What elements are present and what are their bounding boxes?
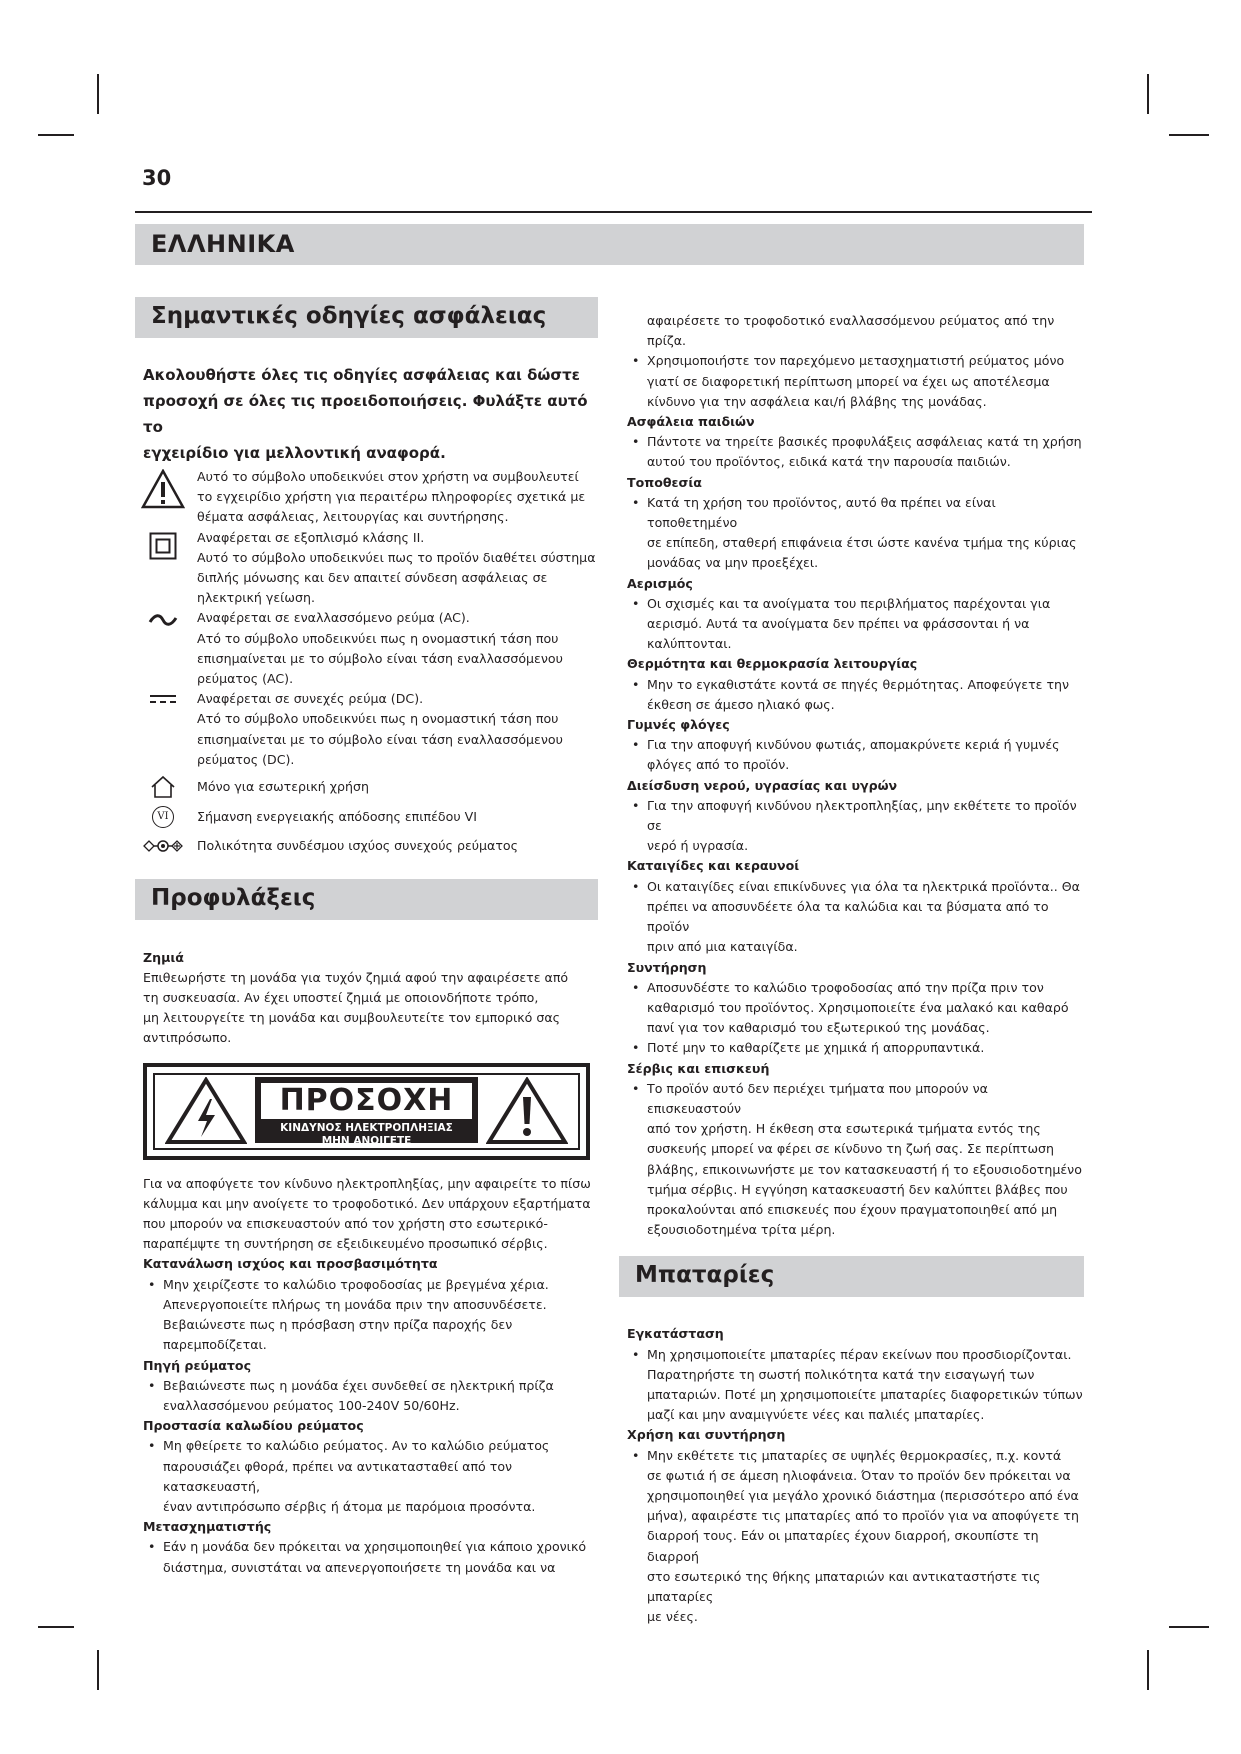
exclamation-warning-icon — [486, 1077, 568, 1145]
symbol-text: Αυτό το σύμβολο υποδεικνύει πως το προϊόν διαθέτει σύστημα — [197, 549, 596, 565]
intro-line: εγχειρίδιο για μελλοντική αναφορά. — [143, 444, 446, 462]
crop-mark — [97, 74, 99, 114]
damage-text — [143, 968, 598, 1049]
symbol-text: Αναφέρεται σε εναλλασσόμενο ρεύμα (AC). — [197, 610, 470, 626]
energy-vi-label: VI — [152, 806, 174, 828]
section-heading: Θερμότητα και θερμοκρασία λειτουργίας — [627, 656, 918, 672]
symbol-row-warning — [135, 467, 598, 528]
bullet-line: • Για την αποφυγή κινδύνου φωτιάς, απομακρύνετε κεριά ή γυμνές — [647, 737, 1060, 753]
bullet-line: από τον χρήστη. Η έκθεση στα εσωτερικά τμήματα εντός της — [647, 1121, 1041, 1137]
left-sections — [143, 1254, 598, 1577]
bullet-line: • Χρησιμοποιήστε τον παρεχόμενο μετασχηματιστή ρεύματος μόνο — [647, 353, 1065, 369]
symbol-text: Αναφέρεται σε συνεχές ρεύμα (DC). — [197, 691, 424, 707]
symbol-row-indoor — [135, 777, 598, 797]
bullet-line: • Πάντοτε να τηρείτε βασικές προφυλάξεις ασφάλειας κατά τη χρήση — [647, 434, 1082, 450]
caution-title: ΠΡΟΣΟΧΗ — [261, 1083, 472, 1119]
bullet-item — [627, 594, 1084, 655]
batteries-title: Μπαταρίες — [635, 1262, 775, 1289]
bullet-line: κίνδυνο για την ασφάλεια και/ή βλάβης της μονάδας. — [647, 393, 987, 409]
bullet-line: • Μην χειρίζεστε το καλώδιο τροφοδοσίας με βρεγμένα χέρια. — [163, 1276, 549, 1292]
paragraph-line: μη λειτουργείτε τη μονάδα και συμβουλευτείτε τον εμπορικό σας — [143, 1010, 561, 1026]
bullet-line: έναν αντιπρόσωπο σέρβις ή άτομα με παρόμοια προσόντα. — [163, 1498, 536, 1514]
bullet-line: μπαταριών. Ποτέ μη χρησιμοποιείτε μπαταρίες διαφορετικών τύπων — [647, 1386, 1083, 1402]
bullet-line: μονάδας να μην προεξέχει. — [647, 555, 819, 571]
bullet-item — [627, 351, 1084, 412]
bullet-line: στο εσωτερικό της θήκης μπαταριών και αντικαταστήστε τις μπαταρίες — [647, 1568, 1041, 1604]
bullet-line: αυτού του προϊόντος, ειδικά κατά την παρουσία παιδιών. — [647, 454, 1011, 470]
bullet-line: πριν από μια καταιγίδα. — [647, 939, 798, 955]
language-title: ΕΛΛΗΝΙΚΑ — [151, 230, 295, 258]
bullet-item — [627, 1038, 1084, 1058]
symbol-row-dc — [135, 689, 598, 770]
symbol-text: Αυτό το σύμβολο υποδεικνύει στον χρήστη να συμβουλευτεί — [197, 469, 579, 484]
bullet-item — [627, 675, 1084, 715]
crop-mark — [1147, 74, 1149, 114]
precautions-title: Προφυλάξεις — [151, 884, 316, 911]
dc-icon — [141, 693, 185, 705]
bullet-line: εξουσιοδοτημένα τρίτα μέρη. — [647, 1222, 836, 1238]
bullet-line: • Μην εκθέτετε τις μπαταρίες σε υψηλές θερμοκρασίες, π.χ. κοντά — [647, 1447, 1062, 1463]
bullet-line: φλόγες από το προϊόν. — [647, 757, 790, 773]
bullet-line: παρουσιάζει φθορά, πρέπει να αντικατασταθεί από τον κατασκευαστή, — [163, 1458, 513, 1494]
bullet-line: καλύπτονται. — [647, 636, 732, 652]
bullet-line: εναλλασσόμενου ρεύματος 100-240V 50/60Hz. — [163, 1397, 460, 1413]
symbol-row-ac — [135, 608, 598, 689]
bullet-line: • Μη χρησιμοποιείτε μπαταρίες πέραν εκείνων που προσδιορίζονται. — [647, 1346, 1072, 1362]
ac-icon — [141, 614, 185, 626]
symbol-text: Ατό το σύμβολο υποδεικνύει πως η ονομαστική τάση που — [197, 711, 559, 727]
crop-mark — [1169, 134, 1209, 136]
section-heading: Προστασία καλωδίου ρεύματος — [143, 1418, 364, 1434]
bullet-line: αερισμό. Αυτά τα ανοίγματα δεν πρέπει να φράσσονται ή να — [647, 616, 1030, 632]
continuation-bullets — [627, 351, 1084, 412]
bullet-line: παρεμποδίζεται. — [163, 1337, 267, 1353]
bullet-line: χρησιμοποιηθεί για μεγάλο χρονικό διάστημα (περισσότερο από ένα — [647, 1487, 1079, 1503]
paragraph-line: Επιθεωρήστε τη μονάδα για τυχόν ζημιά αφού την αφαιρέσετε από — [143, 969, 569, 985]
symbol-row-polarity — [135, 836, 598, 856]
symbol-text: ρεύματος (DC). — [197, 751, 295, 767]
bullet-line: έκθεση σε άμεσο ηλιακό φως. — [647, 696, 835, 712]
section-heading: Εγκατάσταση — [627, 1326, 724, 1342]
header-rule — [135, 211, 1092, 213]
caution-label — [143, 1063, 590, 1160]
paragraph-line: κάλυμμα και μην ανοίγετε το τροφοδοτικό. Δεν υπάρχουν εξαρτήματα — [143, 1195, 591, 1211]
paragraph-line: πρίζα. — [647, 333, 686, 349]
bullet-line: σε φωτιά ή σε άμεση ηλιοφάνεια. Όταν το προϊόν δεν πρόκειται να — [647, 1467, 1071, 1483]
symbol-text: Σήμανση ενεργειακής απόδοσης επιπέδου VI — [197, 809, 477, 825]
page-number: 30 — [142, 166, 172, 190]
bullet-line: με νέες. — [647, 1609, 698, 1625]
symbol-text: Πολικότητα συνδέσμου ισχύος συνεχούς ρεύματος — [197, 838, 519, 854]
bullet-item — [627, 735, 1084, 775]
section-heading: Συντήρηση — [627, 959, 707, 975]
bullet-line: • Μη φθείρετε το καλώδιο ρεύματος. Αν το καλώδιο ρεύματος — [163, 1438, 550, 1454]
section-heading: Χρήση και συντήρηση — [627, 1427, 786, 1443]
section-heading: Ασφάλεια παιδιών — [627, 414, 755, 430]
section-heading: Μετασχηματιστής — [143, 1519, 272, 1535]
section-heading: Πηγή ρεύματος — [143, 1357, 252, 1373]
symbol-text: ρεύματος (AC). — [197, 671, 294, 687]
paragraph-line: Για να αποφύγετε τον κίνδυνο ηλεκτροπληξίας, μην αφαιρείτε το πίσω — [143, 1175, 591, 1191]
right-column — [619, 311, 1084, 1627]
class-ii-icon — [141, 532, 185, 560]
bullet-item — [143, 1436, 598, 1517]
symbol-text: διπλής μόνωσης και δεν απαιτεί σύνδεση ασφάλειας σε — [197, 570, 548, 586]
symbol-text: θέματα ασφάλειας, λειτουργίας και συντήρησης. — [197, 509, 509, 525]
symbol-text: το εγχειρίδιο χρήστη για περαιτέρω πληροφορίες σχετικά με — [197, 489, 586, 505]
bullet-line: • Ποτέ μην το καθαρίζετε με χημικά ή απορρυπαντικά. — [647, 1040, 985, 1056]
bullet-line: σε επίπεδη, σταθερή επιφάνεια έτσι ώστε κανένα τμήμα της κύριας — [647, 535, 1077, 551]
caution-line: ΚΙΝΔΥΝΟΣ ΗΛΕΚΤΡΟΠΛΗΞΙΑΣ — [280, 1121, 453, 1134]
left-column — [135, 297, 598, 1578]
bullet-line: • Το προϊόν αυτό δεν περιέχει τμήματα που μπορούν να επισκευαστούν — [647, 1080, 988, 1116]
caution-line: ΜΗΝ ΑΝΟΙΓΕΤΕ — [321, 1134, 412, 1147]
bullet-line: • Για την αποφυγή κινδύνου ηλεκτροπληξίας, μην εκθέτετε το προϊόν σε — [647, 797, 1077, 834]
safety-section-header — [135, 297, 598, 338]
bullet-item — [143, 1376, 598, 1416]
bullet-line: διάστημα, συνιστάται να απενεργοποιήσετε τη μονάδα και να — [163, 1559, 556, 1575]
crop-mark — [1147, 1650, 1149, 1690]
bullet-line: • Κατά τη χρήση του προϊόντος, αυτό θα πρέπει να είναι τοποθετημένο — [647, 494, 996, 531]
section-heading: Αερισμός — [627, 575, 693, 591]
bullet-line: πανί για τον καθαρισμό του εξωτερικού της μονάδας. — [647, 1020, 990, 1036]
bullet-line: συσκευής μπορεί να φέρει σε κίνδυνο τη ζωή σας. Σε περίπτωση — [647, 1141, 1054, 1157]
bullet-line: τμήμα σέρβις. Η εγγύηση κατασκευαστή δεν καλύπτει βλάβες που — [647, 1181, 1068, 1197]
bullet-line: Βεβαιώνεστε πως η πρόσβαση στην πρίζα παροχής δεν — [163, 1317, 513, 1333]
section-heading: Κατανάλωση ισχύος και προσβασιμότητα — [143, 1256, 438, 1272]
bullet-line: γιατί σε διαφορετική περίπτωση μπορεί να έχει ως αποτέλεσμα — [647, 373, 1050, 389]
section-heading: Γυμνές φλόγες — [627, 717, 730, 733]
bullet-item — [627, 1079, 1084, 1241]
bullet-line: • Μην το εγκαθιστάτε κοντά σε πηγές θερμότητας. Αποφεύγετε την — [647, 676, 1070, 692]
safety-intro — [143, 362, 598, 466]
intro-line: προσοχή σε όλες τις προειδοποιήσεις. Φυλάξτε αυτό το — [143, 392, 588, 436]
bullet-line: καθαρισμό του προϊόντος. Χρησιμοποιείτε ένα μαλακό και καθαρό — [647, 999, 1069, 1015]
symbol-text: ηλεκτρική γείωση. — [197, 590, 315, 606]
bullet-line: • Αποσυνδέστε το καλώδιο τροφοδοσίας από την πρίζα πριν τον — [647, 979, 1044, 995]
bullet-item — [627, 493, 1084, 574]
symbol-row-energy — [135, 807, 598, 827]
paragraph-line: αντιπρόσωπο. — [143, 1030, 232, 1046]
caution-text-block — [255, 1077, 478, 1147]
paragraph-line: παραπέμψτε τη συντήρηση σε εξειδικευμένο προσωπικό σέρβις. — [143, 1236, 548, 1252]
bullet-line: νερό ή υγρασία. — [647, 838, 749, 854]
symbol-row-class-ii — [135, 528, 598, 609]
bullet-line: πρέπει να αποσυνδέετε όλα τα καλώδια και τα βύσματα από το προϊόν — [647, 898, 1049, 935]
symbol-text: Μόνο για εσωτερική χρήση — [197, 779, 369, 795]
bullet-line: • Βεβαιώνεστε πως η μονάδα έχει συνδεθεί σε ηλεκτρική πρίζα — [163, 1377, 554, 1393]
bullet-line: Απενεργοποιείτε πλήρως τη μονάδα πριν την αποσυνδέσετε. — [163, 1296, 547, 1312]
section-heading: Καταιγίδες και κεραυνοί — [627, 858, 800, 874]
bullet-line: • Εάν η μονάδα δεν πρόκειται να χρησιμοποιηθεί για κάποιο χρονικό — [163, 1539, 587, 1555]
bullet-line: μαζί και μην αναμιγνύετε νέες και παλιές μπαταρίες. — [647, 1407, 985, 1423]
precautions-section-header — [135, 879, 598, 920]
continuation-text — [627, 311, 1084, 351]
crop-mark — [38, 1626, 74, 1628]
bullet-line: • Οι σχισμές και τα ανοίγματα του περιβλήματος παρέχονται για — [647, 595, 1051, 611]
symbol-text: επισημαίνεται με το σύμβολο είναι τάση εναλλασσόμενου — [197, 731, 563, 747]
bullet-item — [627, 877, 1084, 958]
shock-warning-text — [143, 1174, 598, 1255]
bullet-line: • Οι καταιγίδες είναι επικίνδυνες για όλα τα ηλεκτρικά προϊόντα.. Θα — [647, 878, 1080, 894]
paragraph-line: τη συσκευασία. Αν έχει υποστεί ζημιά με οποιονδήποτε τρόπο, — [143, 990, 539, 1006]
warning-triangle-icon — [141, 469, 185, 509]
dc-polarity-icon — [141, 839, 185, 853]
intro-line: Ακολουθήστε όλες τις οδηγίες ασφάλειας και δώστε — [143, 366, 581, 384]
battery-sections — [627, 1324, 1084, 1627]
energy-vi-icon — [141, 806, 185, 828]
bullet-item — [143, 1537, 598, 1577]
bullet-item — [143, 1275, 598, 1356]
bullet-item — [627, 1446, 1084, 1628]
paragraph-line: που μπορούν να επισκευαστούν από τον χρήστη στο εσωτερικό- — [143, 1216, 548, 1232]
bullet-item — [627, 796, 1084, 857]
section-heading: Σέρβις και επισκευή — [627, 1060, 770, 1076]
batteries-section-header — [619, 1256, 1084, 1297]
crop-mark — [38, 134, 74, 136]
symbol-text: επισημαίνεται με το σύμβολο είναι τάση εναλλασσόμενου — [197, 650, 563, 666]
symbol-text: Ατό το σύμβολο υποδεικνύει πως η ονομαστική τάση που — [197, 630, 559, 646]
indoor-house-icon — [141, 775, 185, 799]
crop-mark — [1169, 1626, 1209, 1628]
bullet-line: μήνα), αφαιρέστε τις μπαταρίες από το προϊόν για να αποφύγετε τη — [647, 1508, 1080, 1524]
bullet-line: βλάβης, επικοινωνήστε με τον κατασκευαστή ή το εξουσιοδοτημένο — [647, 1161, 1082, 1177]
section-heading: Διείσδυση νερού, υγρασίας και υγρών — [627, 777, 898, 793]
bullet-item — [627, 1345, 1084, 1426]
bullet-line: Παρατηρήστε τη σωστή πολικότητα κατά την εισαγωγή των — [647, 1366, 1035, 1382]
bullet-item — [627, 432, 1084, 472]
paragraph-line: αφαιρέσετε το τροφοδοτικό εναλλασσόμενου ρεύματος από την — [647, 313, 1055, 328]
damage-heading: Ζημιά — [143, 949, 184, 965]
symbol-text: Αναφέρεται σε εξοπλισμό κλάσης ΙΙ. — [197, 529, 425, 545]
bullet-item — [627, 978, 1084, 1039]
bullet-line: προκαλούνται από επισκευές που έχουν πραγματοποιηθεί από μη — [647, 1201, 1058, 1217]
crop-mark — [97, 1650, 99, 1690]
section-heading: Τοποθεσία — [627, 474, 702, 490]
lightning-warning-icon — [165, 1077, 247, 1145]
bullet-line: διαρροή τους. Εάν οι μπαταρίες έχουν διαρροή, σκουπίστε τη διαρροή — [647, 1528, 1039, 1564]
language-banner — [135, 224, 1084, 265]
right-sections — [627, 412, 1084, 1240]
safety-title: Σημαντικές οδηγίες ασφάλειας — [151, 303, 547, 329]
